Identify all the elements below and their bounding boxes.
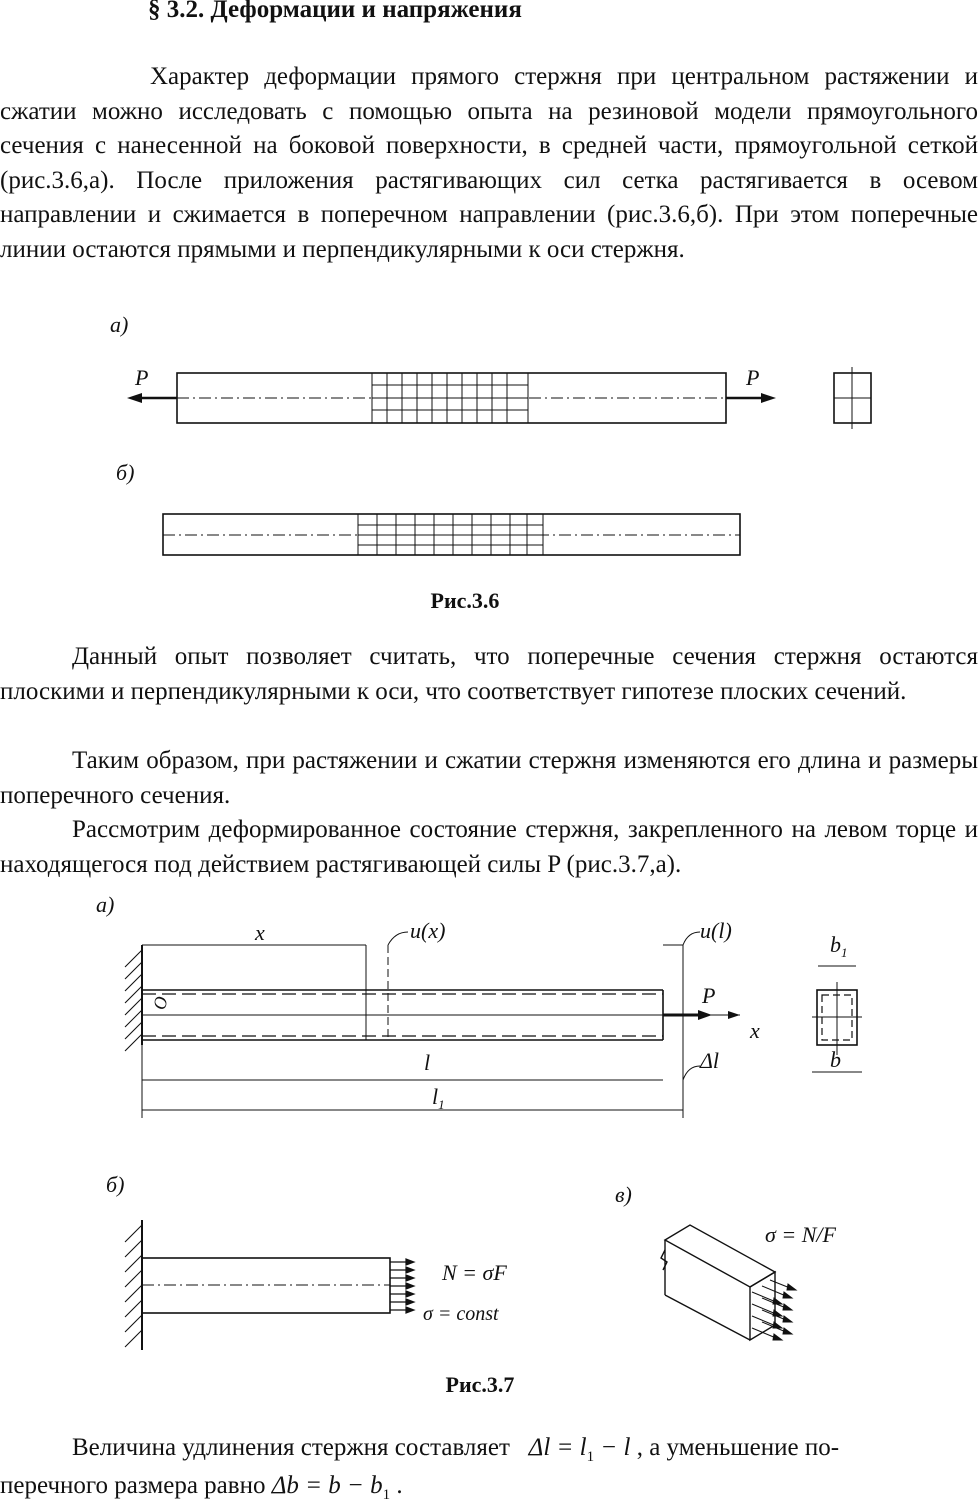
section-heading: § 3.2. Деформации и напряжения <box>148 0 522 23</box>
fig36-label-a: а) <box>110 312 129 337</box>
wall-hatch-b <box>125 1225 142 1347</box>
figure-3-6-caption: Рис.3.6 <box>430 588 500 613</box>
arrowhead-left <box>127 393 142 403</box>
force-label-left: P <box>135 365 149 390</box>
figure-3-7 <box>0 890 980 1360</box>
force-label-right: P <box>746 365 760 390</box>
force-P-label: P <box>702 983 716 1008</box>
paragraph-deformed-state: Рассмотрим деформированное состояние стержня, закрепленного на левом торце и находящегося под действием растягивающей силы P (рис.3.7,а). <box>0 816 978 878</box>
dl-label: Δl <box>700 1048 720 1073</box>
fig37-label-a: а) <box>96 892 115 917</box>
grid-a <box>372 373 528 423</box>
dim-b-label: b <box>830 1047 841 1072</box>
axis-x-label: x <box>750 1018 760 1043</box>
dim-l-label: l <box>424 1050 431 1075</box>
fig37-label-v: в) <box>615 1182 632 1207</box>
elongation-line-2 <box>0 1472 403 1504</box>
force-P-head <box>698 1010 712 1020</box>
formula-delta-b: $\Delta b = b - b_1$ <box>271 1472 391 1503</box>
elongation-text-mid: , а уменьшение по- <box>630 1434 840 1461</box>
dim-l1-label: $l_1$ <box>432 1084 445 1112</box>
fig37-label-b: б) <box>106 1172 125 1197</box>
elongation-line-1 <box>72 1434 839 1466</box>
origin-label: O <box>149 994 172 1012</box>
dim-b1-label: $b_1$ <box>830 932 848 960</box>
sigma-const-label: σ = const <box>423 1303 499 1325</box>
sigma-eq-label: σ = N/F <box>765 1222 836 1247</box>
axis-x-head <box>728 1011 740 1019</box>
elongation-dot: . <box>390 1472 403 1499</box>
elongation-text-start: Величина удлинения стержня составляет <box>72 1434 510 1461</box>
paragraph-intro: Характер деформации прямого стержня при центральном растяжении и сжатии можно исследовать с помощью опыта на резиновой модели прямоугольного сечения с нанесенной на боковой поверхности, в средней части, прямоугольной сеткой (рис.3.6,а). После приложения растягивающих сил сетка растягивается в осевом направлении и сжимается в поперечном направлении (рис.3.6,б). При этом поперечные линии остаются прямыми и перпендикулярными к оси стержня. <box>0 63 978 263</box>
ux-label: u(x) <box>410 918 446 943</box>
stress-arrows-b <box>390 1259 414 1313</box>
rod-b <box>142 1258 390 1313</box>
grid-b <box>358 514 543 555</box>
figure-3-6 <box>0 305 980 565</box>
figure-3-7-caption: Рис.3.7 <box>445 1372 515 1397</box>
dim-x-label: x <box>255 920 265 945</box>
N-eq-label: N = σF <box>442 1260 507 1285</box>
dl-leader <box>683 1066 700 1080</box>
formula-delta-l: $\Delta l = l_1 - l$ <box>528 1434 631 1465</box>
ux-leader <box>388 932 408 945</box>
stress-arrows-v <box>752 1280 796 1340</box>
ul-leader <box>683 932 700 945</box>
paragraph-dimensions: Таким образом, при растяжении и сжатии стержня изменяются его длина и размеры поперечного сечения. <box>0 747 978 809</box>
block-v <box>661 1225 775 1340</box>
elongation-text-line2: перечного размера равно <box>0 1472 272 1499</box>
ul-label: u(l) <box>700 918 732 943</box>
arrowhead-right <box>761 393 776 403</box>
wall-hatch-a <box>125 950 142 1051</box>
fig36-label-b: б) <box>116 460 135 485</box>
paragraph-hypothesis: Данный опыт позволяет считать, что поперечные сечения стержня остаются плоскими и перпендикулярными к оси, что соответствует гипотезе плоских сечений. <box>0 643 978 705</box>
